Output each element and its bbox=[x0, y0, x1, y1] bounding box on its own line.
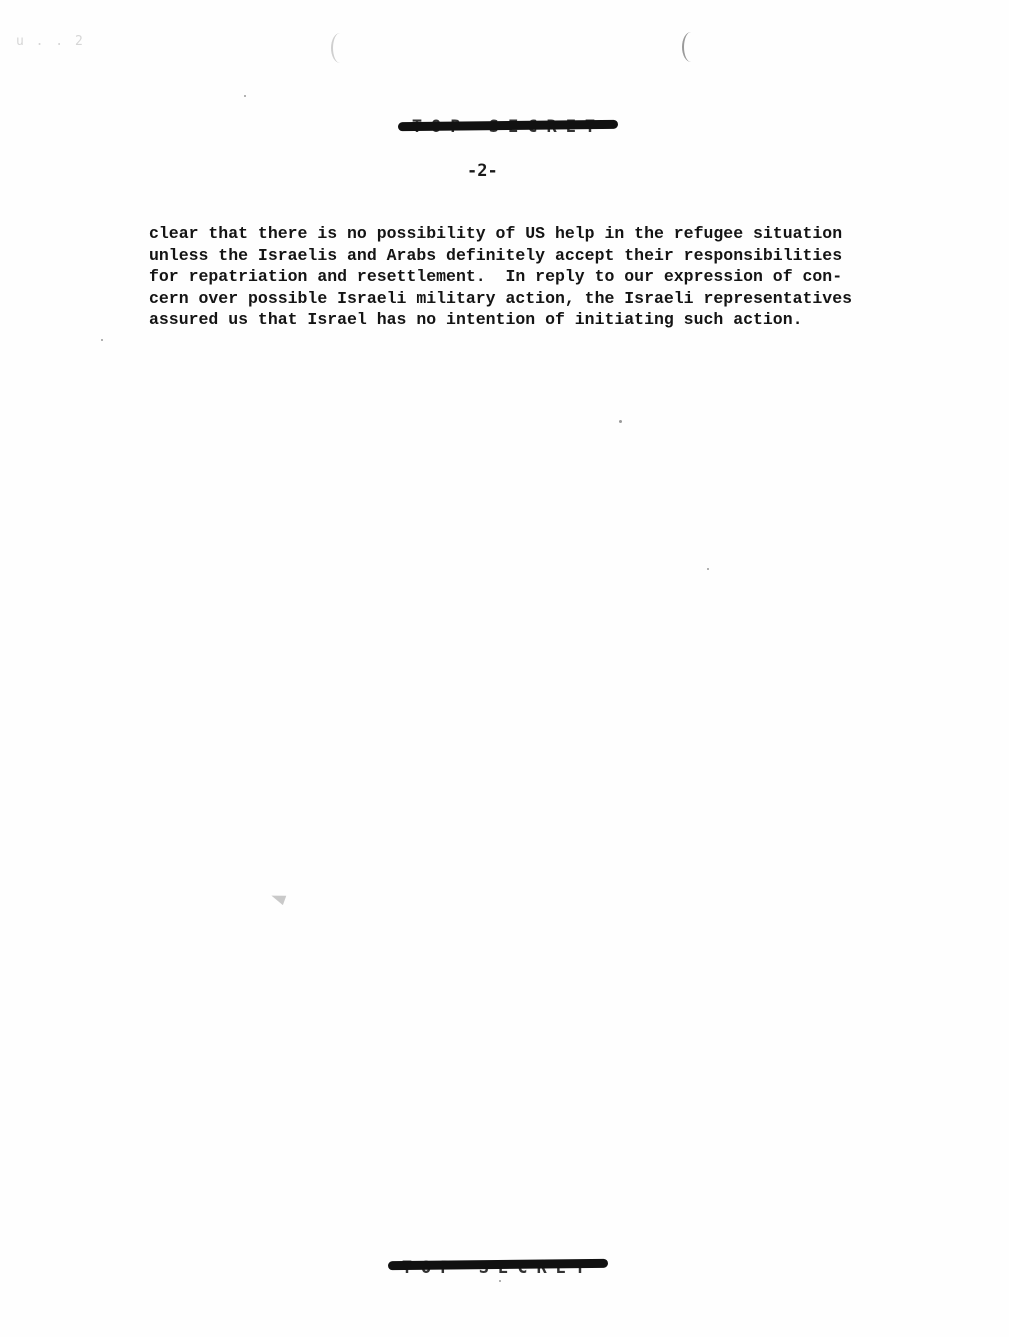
body-line: clear that there is no possibility of US help in the refugee situation bbox=[149, 224, 843, 243]
paper-smudge bbox=[270, 891, 287, 905]
classification-marking-top bbox=[398, 118, 618, 136]
body-line: cern over possible Israeli military action, the Israeli representatives bbox=[149, 288, 853, 308]
body-paragraph bbox=[149, 223, 909, 331]
paper-speck bbox=[244, 95, 246, 97]
punch-hole-mark bbox=[331, 33, 349, 63]
body-line: for repatriation and resettlement. In reply to our expression of con- bbox=[149, 267, 843, 287]
page-number: -2- bbox=[467, 161, 498, 181]
paper-speck bbox=[707, 568, 709, 570]
paper-speck bbox=[619, 420, 622, 423]
body-line: unless the Israelis and Arabs definitely accept their responsibilities bbox=[149, 245, 843, 265]
corner-archive-mark: u . . 2 bbox=[16, 34, 85, 49]
classification-marking-bottom bbox=[388, 1259, 608, 1277]
body-line: assured us that Israel has no intention of initiating such action. bbox=[149, 310, 803, 330]
paper-speck bbox=[101, 339, 103, 341]
punch-hole-mark bbox=[682, 32, 700, 62]
paper-speck bbox=[499, 1280, 501, 1282]
